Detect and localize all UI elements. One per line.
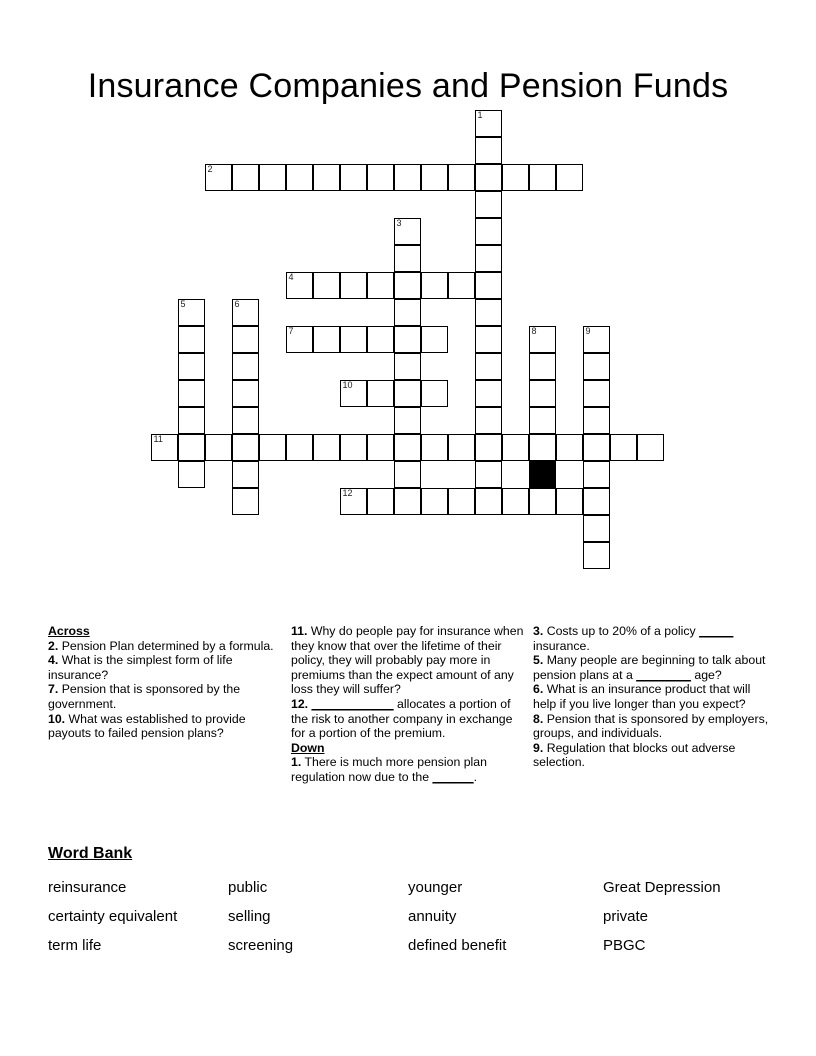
grid-cell[interactable] — [394, 164, 421, 191]
grid-cell[interactable] — [232, 488, 259, 515]
grid-cell-number: 5 — [180, 299, 186, 309]
across-heading: Across — [48, 624, 90, 638]
clues-column-3 — [533, 624, 773, 770]
grid-cell-number: 7 — [288, 326, 294, 336]
word-bank-item[interactable]: younger — [408, 879, 463, 896]
clue-number: 6. — [533, 682, 544, 697]
grid-cell[interactable] — [367, 164, 394, 191]
clue-number: 10. — [48, 711, 66, 726]
grid-cell[interactable] — [394, 488, 421, 515]
grid-cell[interactable] — [178, 299, 205, 326]
clue-tail: . — [473, 769, 477, 784]
grid-cell[interactable] — [475, 164, 502, 191]
word-bank-item[interactable]: screening — [228, 937, 294, 954]
grid-cell[interactable] — [394, 326, 421, 353]
grid-cell[interactable] — [475, 407, 502, 434]
grid-cell-blocked — [529, 461, 556, 488]
grid-cell[interactable] — [556, 164, 583, 191]
grid-cell[interactable] — [475, 110, 502, 137]
grid-cell[interactable] — [475, 299, 502, 326]
clue-text: Many people are beginning to talk about pension plans at a — [533, 653, 766, 682]
word-bank-item[interactable]: defined benefit — [408, 937, 507, 954]
grid-cell[interactable] — [556, 488, 583, 515]
grid-cell[interactable] — [178, 434, 205, 461]
grid-cell[interactable] — [178, 407, 205, 434]
grid-cell[interactable] — [475, 218, 502, 245]
grid-cell[interactable] — [502, 488, 529, 515]
grid-cell[interactable] — [583, 407, 610, 434]
grid-cell[interactable] — [394, 218, 421, 245]
grid-cell[interactable] — [475, 326, 502, 353]
grid-cell[interactable] — [232, 380, 259, 407]
clue-number: 12. — [291, 696, 309, 711]
clue-tail: insurance. — [533, 638, 590, 653]
grid-cell[interactable] — [502, 164, 529, 191]
grid-cell[interactable] — [394, 272, 421, 299]
grid-cell[interactable] — [583, 461, 610, 488]
grid-cell[interactable] — [286, 434, 313, 461]
word-bank-item[interactable]: public — [228, 879, 268, 896]
grid-cell[interactable] — [340, 380, 367, 407]
grid-cell[interactable] — [421, 272, 448, 299]
clue-text: Why do people pay for insurance when they know that over the lifetime of their policy, they will probably pay more in premiums than the expect amount of any loss they will suffer? — [291, 624, 524, 697]
grid-cell[interactable] — [421, 434, 448, 461]
grid-cell[interactable] — [475, 353, 502, 380]
grid-cell[interactable] — [502, 434, 529, 461]
grid-cell[interactable] — [286, 326, 313, 353]
clue-blank: ________ — [636, 667, 691, 682]
clue-text: Costs up to 20% of a policy — [546, 624, 700, 638]
grid-cell[interactable] — [394, 461, 421, 488]
clue-number: 5. — [533, 653, 544, 668]
clue-number: 3. — [533, 624, 544, 638]
clue-blank: _____ — [699, 624, 734, 638]
grid-cell[interactable] — [232, 326, 259, 353]
grid-cell[interactable] — [583, 326, 610, 353]
clue-across-10 — [48, 712, 278, 741]
clue-text: Regulation that blocks out adverse selection. — [533, 740, 736, 770]
grid-cell[interactable] — [367, 380, 394, 407]
grid-cell[interactable] — [286, 164, 313, 191]
grid-cell[interactable] — [232, 164, 259, 191]
grid-cell-number: 8 — [531, 326, 537, 336]
clue-text: Pension that is sponsored by employers, groups, and individuals. — [533, 711, 769, 741]
grid-cell[interactable] — [475, 191, 502, 218]
grid-cell-number: 4 — [288, 272, 294, 282]
grid-cell[interactable] — [286, 272, 313, 299]
page-title: Insurance Companies and Pension Funds — [87, 66, 729, 105]
clue-text: What was established to provide payouts to failed pension plans? — [48, 711, 246, 741]
grid-cell[interactable] — [205, 434, 232, 461]
grid-cell[interactable] — [475, 272, 502, 299]
clue-text: What is the simplest form of life insurance? — [48, 653, 233, 682]
word-bank-item[interactable]: private — [603, 908, 649, 925]
clue-across-7 — [48, 682, 278, 711]
grid-cell[interactable] — [232, 407, 259, 434]
grid-cell-number: 2 — [207, 164, 213, 174]
grid-cell[interactable] — [394, 299, 421, 326]
grid-cell[interactable] — [367, 272, 394, 299]
grid-cell[interactable] — [448, 434, 475, 461]
clue-number: 9. — [533, 740, 544, 755]
clue-number: 1. — [291, 755, 302, 770]
grid-cell[interactable] — [259, 164, 286, 191]
clue-down-6 — [533, 682, 773, 711]
grid-cell[interactable] — [583, 542, 610, 569]
grid-cell[interactable] — [178, 461, 205, 488]
grid-cell[interactable] — [475, 380, 502, 407]
clues-column-1 — [48, 624, 278, 741]
grid-cell[interactable] — [232, 461, 259, 488]
grid-cell[interactable] — [178, 326, 205, 353]
grid-cell-number: 3 — [396, 218, 402, 228]
grid-cell[interactable] — [475, 434, 502, 461]
clue-number: 8. — [533, 711, 544, 726]
clue-down-9 — [533, 741, 773, 770]
grid-cell[interactable] — [475, 137, 502, 164]
grid-cell[interactable] — [259, 434, 286, 461]
grid-cell[interactable] — [475, 461, 502, 488]
grid-cell[interactable] — [340, 164, 367, 191]
grid-cell[interactable] — [232, 434, 259, 461]
grid-cell[interactable] — [367, 488, 394, 515]
grid-cell-number: 9 — [585, 326, 591, 336]
grid-cell[interactable] — [232, 353, 259, 380]
clue-number: 2. — [48, 638, 59, 653]
grid-cell[interactable] — [367, 434, 394, 461]
clue-down-5 — [533, 653, 773, 682]
grid-cell[interactable] — [394, 353, 421, 380]
word-bank-item[interactable]: selling — [228, 908, 271, 925]
grid-cell[interactable] — [421, 380, 448, 407]
clue-down-1 — [291, 755, 526, 784]
grid-cell[interactable] — [340, 272, 367, 299]
grid-cell[interactable] — [340, 326, 367, 353]
word-bank-item[interactable]: Great Depression — [603, 879, 721, 896]
clue-text: allocates a portion of the risk to another company in exchange for a portion of the premium. — [291, 696, 513, 741]
grid-cell[interactable] — [394, 245, 421, 272]
clue-across-12 — [291, 697, 526, 741]
clue-tail: age? — [690, 667, 722, 682]
grid-cell[interactable] — [421, 488, 448, 515]
word-bank-title: Word Bank — [48, 845, 133, 862]
word-bank-item[interactable]: PBGC — [603, 937, 646, 954]
grid-cell[interactable] — [313, 272, 340, 299]
word-bank-item[interactable]: certainty equivalent — [48, 908, 178, 925]
grid-cell[interactable] — [151, 434, 178, 461]
clue-across-11 — [291, 624, 526, 697]
grid-cell[interactable] — [448, 488, 475, 515]
grid-cell[interactable] — [367, 326, 394, 353]
grid-cell[interactable] — [583, 515, 610, 542]
grid-cell[interactable] — [421, 164, 448, 191]
word-bank-list — [48, 879, 788, 954]
word-bank-section — [48, 845, 788, 954]
clue-across-4 — [48, 653, 278, 682]
grid-cell[interactable] — [610, 434, 637, 461]
grid-cell[interactable] — [583, 434, 610, 461]
grid-cell[interactable] — [421, 326, 448, 353]
grid-cell[interactable] — [178, 380, 205, 407]
clue-number: 11. — [291, 624, 308, 638]
clue-number: 7. — [48, 682, 59, 697]
clue-number: 4. — [48, 653, 59, 668]
grid-cell-number: 11 — [153, 434, 163, 444]
grid-cell-number: 6 — [234, 299, 240, 309]
grid-cell[interactable] — [583, 488, 610, 515]
grid-cell[interactable] — [529, 434, 556, 461]
grid-cell[interactable] — [475, 488, 502, 515]
grid-cell[interactable] — [637, 434, 664, 461]
grid-cell[interactable] — [232, 299, 259, 326]
grid-cell[interactable] — [448, 164, 475, 191]
grid-cell[interactable] — [529, 488, 556, 515]
grid-cell[interactable] — [394, 434, 421, 461]
grid-cell[interactable] — [340, 488, 367, 515]
clue-blank: ______ — [432, 769, 474, 784]
grid-cell-number: 1 — [477, 110, 483, 120]
clue-down-8 — [533, 712, 773, 741]
word-bank-item[interactable]: reinsurance — [48, 879, 127, 896]
grid-cell[interactable] — [529, 407, 556, 434]
grid-cell[interactable] — [475, 245, 502, 272]
grid-cell[interactable] — [529, 380, 556, 407]
grid-cell[interactable] — [313, 326, 340, 353]
clue-text: Pension that is sponsored by the government. — [48, 682, 241, 711]
grid-cell[interactable] — [313, 164, 340, 191]
clues-column-2 — [291, 624, 526, 785]
clue-text: There is much more pension plan regulation now due to the — [291, 755, 487, 784]
clues-section — [48, 624, 768, 824]
grid-cell[interactable] — [583, 353, 610, 380]
clue-down-3 — [533, 624, 773, 653]
word-bank-item[interactable]: annuity — [408, 908, 457, 925]
grid-cell[interactable] — [205, 164, 232, 191]
grid-cell[interactable] — [448, 272, 475, 299]
grid-cell[interactable] — [556, 434, 583, 461]
grid-cell-number: 10 — [342, 380, 353, 390]
grid-cell[interactable] — [529, 164, 556, 191]
down-heading: Down — [291, 740, 325, 755]
word-bank-item[interactable]: term life — [48, 937, 102, 954]
clue-text: What is an insurance product that will help if you live longer than you expect? — [533, 682, 751, 711]
grid-cell[interactable] — [313, 434, 340, 461]
grid-cell[interactable] — [394, 407, 421, 434]
clue-text: Pension Plan determined by a formula. — [61, 638, 274, 653]
grid-cell[interactable] — [529, 326, 556, 353]
clue-blank: ____________ — [311, 696, 394, 711]
clue-across-2 — [48, 639, 278, 654]
grid-cell[interactable] — [583, 380, 610, 407]
grid-cell-number: 12 — [342, 488, 353, 498]
grid-cell[interactable] — [394, 380, 421, 407]
grid-cell[interactable] — [529, 353, 556, 380]
grid-cell[interactable] — [340, 434, 367, 461]
grid-cell[interactable] — [178, 353, 205, 380]
